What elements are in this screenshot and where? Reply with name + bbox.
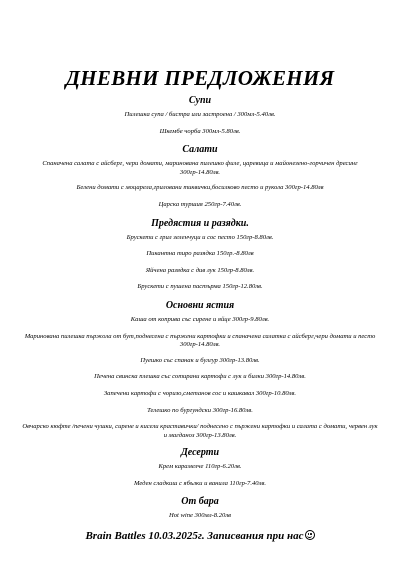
event-announcement-text: Brain Battles 10.03.2025г. Записвания при нас	[85, 530, 304, 543]
section-heading: Предястия и разядки.	[151, 217, 249, 229]
section-heading: Основни ястия	[165, 299, 235, 311]
smiley-icon	[305, 530, 315, 540]
menu-item: Яйчена разядка с див лук 150гр-8.80лв.	[145, 266, 255, 274]
page-title: ДНЕВНИ ПРЕДЛОЖЕНИЯ	[65, 66, 335, 90]
section-heading: От бара	[181, 496, 219, 508]
section-heading: Салати	[182, 144, 218, 156]
menu-item: Пилешка супа / бистра или застроена / 300мл-5.40лв.	[124, 111, 276, 118]
section-soups	[22, 95, 378, 136]
menu-item: Запечени картофи с чоризо,сметанов сос и кашкавал 300гр-10.80лв.	[103, 389, 297, 397]
menu-item: Пикантна тиро разядка 150гр.-8.80лв	[146, 250, 254, 258]
menu-item: Каша от коприва със сирене и яйце 300гр-9.80лв.	[130, 315, 270, 323]
menu-item: Брускети с пушена пастърма 150гр-12.80лв.	[137, 283, 263, 291]
menu-item: Меден сладкиш с ябълки и ванила 110гр-7.40лв.	[134, 479, 266, 487]
section-appetizers	[22, 218, 378, 292]
section-desserts	[22, 447, 378, 488]
menu-item: Пуешко със спанак и булгур 300гр-13.80лв.	[140, 356, 260, 364]
menu-item: Шкембе чорба 300мл-5.80лв.	[159, 127, 241, 135]
menu-item: Брускети с грил зеленчуци и сос песто 150гр-8.80лв.	[126, 233, 274, 241]
menu-item: Крем карамелче 110гр-6.20лв.	[158, 463, 242, 471]
section-bar	[22, 496, 378, 521]
menu-item: Hot wine 300мл-8.20лв	[168, 512, 232, 520]
menu-item: Спаначена салата с айсберг, чери домати, маринована пилешко филе, царевица и майонезено-горчичен дресинг 300гр-14.80лв.	[42, 160, 358, 176]
menu-item: Телешко по бургундски 300гр-16.80лв.	[147, 406, 253, 414]
section-heading: Десерти	[180, 447, 220, 459]
menu-item: Белени домати с моцарела,гриловани тиквички,босилково песто и рукола 300гр-14.80лв	[76, 184, 324, 192]
menu-item: Маринована пилешка пържола от бут,поднесена с пържени картофки и спаначена салатка с айсберг,чери домати и песто 300гр-14.80лв.	[24, 332, 376, 349]
menu-item: Царска туршия 250гр-7.40лв.	[158, 200, 242, 208]
section-salads	[22, 144, 378, 209]
section-heading: Супи	[188, 95, 212, 106]
menu-item: Печена свинска плешка със сотирани картофи с лук и билки 300гр-14.80лв.	[94, 373, 306, 381]
section-mains	[22, 300, 378, 440]
menu-item: Овчарско кюфте /печени чушки, сирене и кисели краставички/ поднесено с пържени картофки и салата с домати, червен лук и магданоз 300гр-13.80лв.	[22, 423, 378, 439]
event-announcement	[22, 529, 378, 543]
